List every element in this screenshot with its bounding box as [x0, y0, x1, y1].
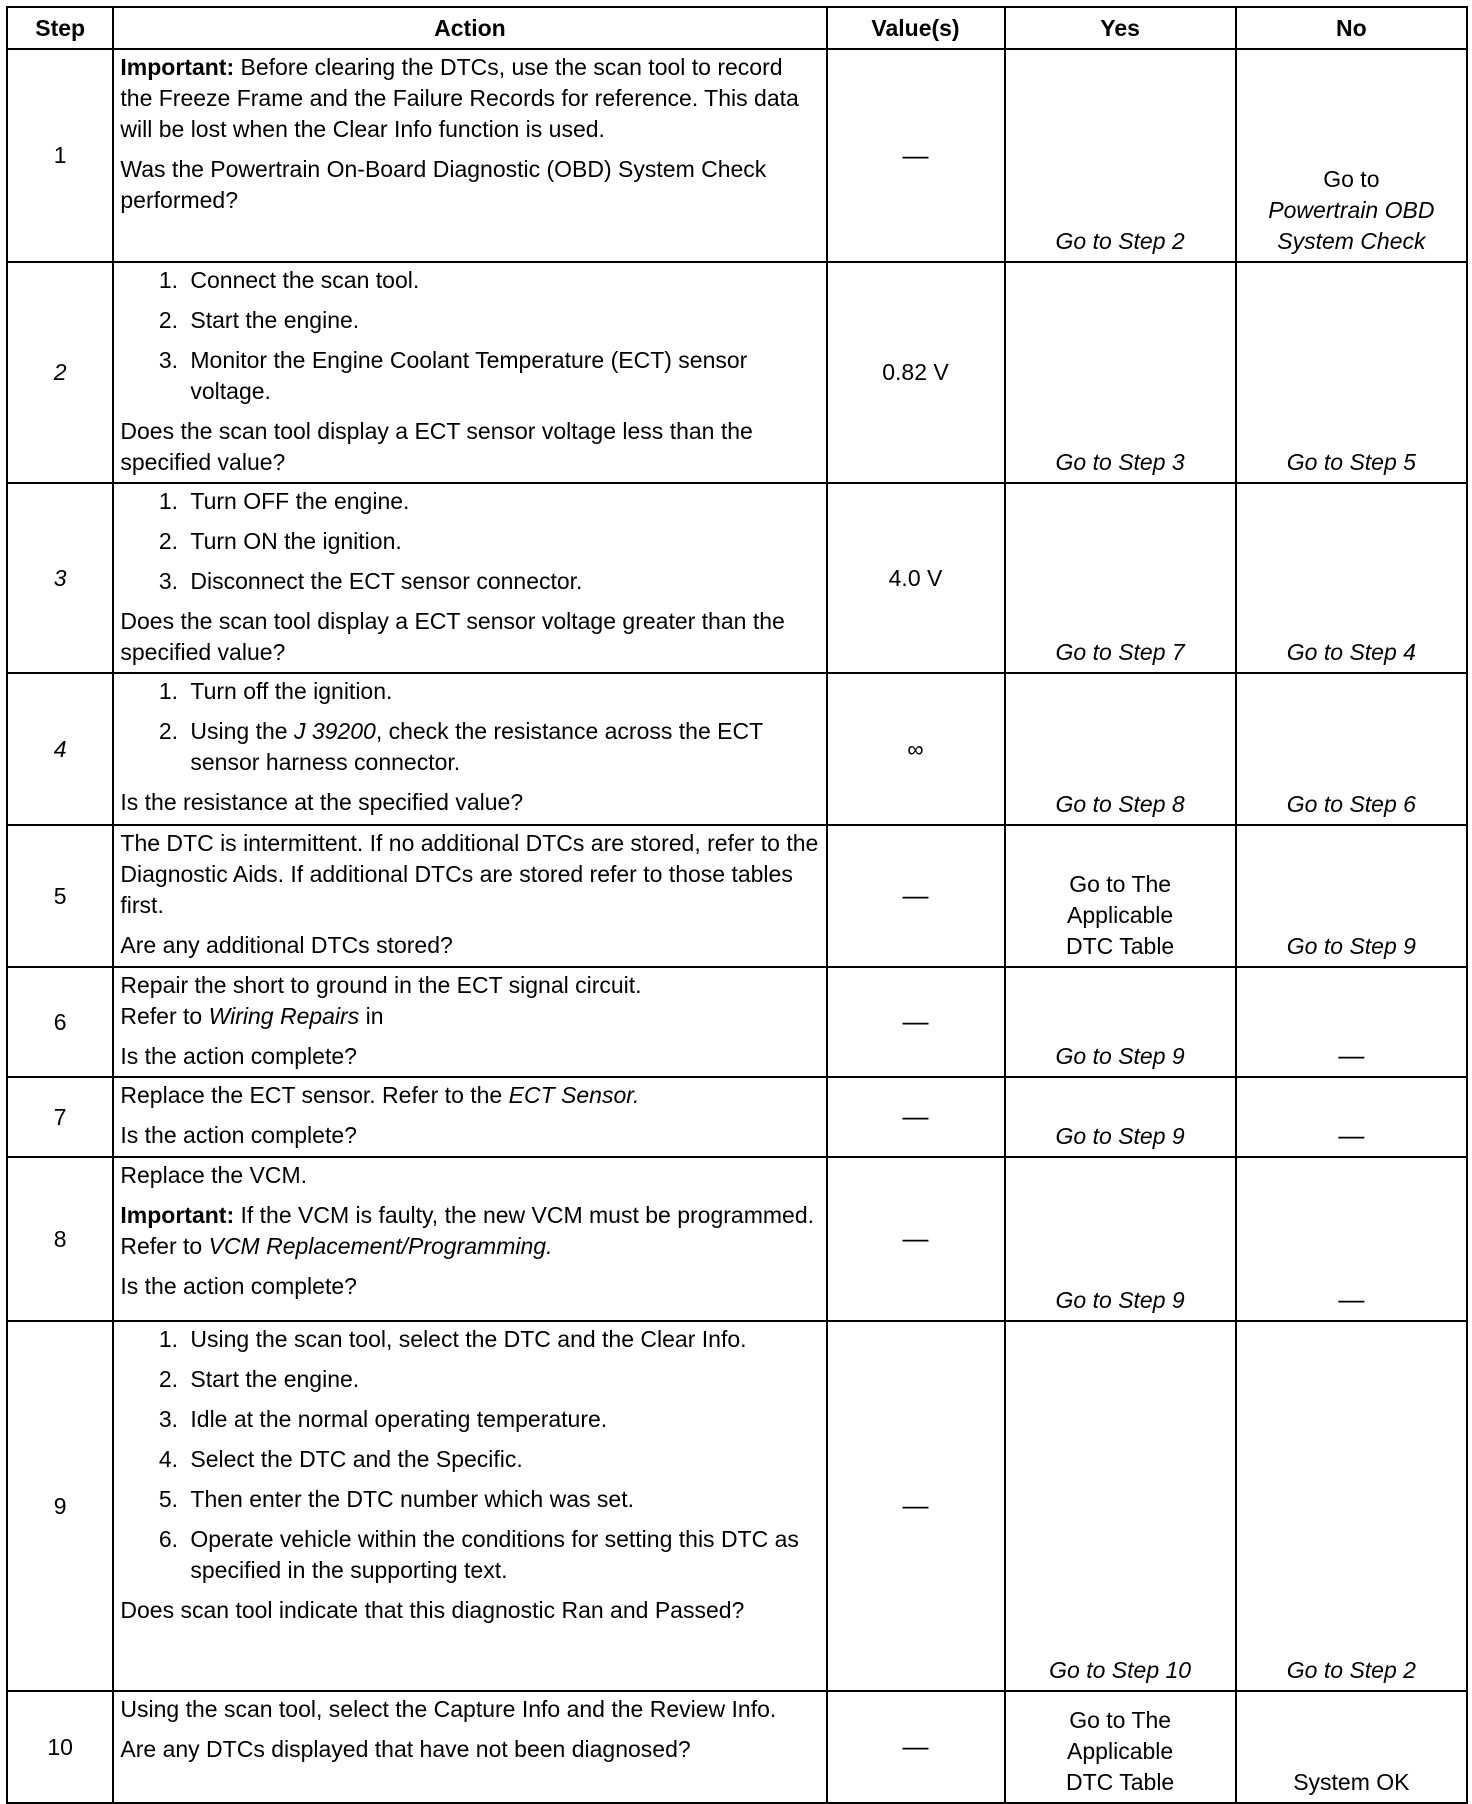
action-cell: [113, 1157, 826, 1321]
question-text: Is the action complete?: [120, 1122, 357, 1148]
value-cell: 0.82 V: [827, 262, 1005, 483]
table-row: [7, 967, 1467, 1077]
yes-cell: [1005, 1691, 1236, 1803]
no-goto-label: Go to: [1323, 166, 1380, 192]
no-cell: [1236, 1321, 1467, 1691]
list-item: 1. Turn OFF the engine.: [184, 486, 819, 517]
table-row: [7, 1157, 1467, 1321]
action-text: Replace the ECT sensor. Refer to the ECT Sensor.: [120, 1082, 640, 1108]
yes-link[interactable]: Go to Step 8: [1055, 791, 1185, 817]
important-label: Important:: [120, 1202, 235, 1228]
table-row: [7, 1321, 1467, 1691]
no-cell: —: [1236, 1077, 1467, 1157]
yes-cell: [1005, 673, 1236, 825]
list-item: 2. Using the J 39200, check the resistance across the ECT sensor harness connector.: [184, 716, 819, 778]
no-cell: [1236, 1691, 1467, 1803]
question-text: Does the scan tool display a ECT sensor voltage greater than the specified value?: [120, 608, 785, 665]
action-cell: [113, 1691, 826, 1803]
step-number: 6: [7, 967, 113, 1077]
yes-cell: [1005, 483, 1236, 673]
table-row: [7, 673, 1467, 825]
yes-link[interactable]: Go to Step 2: [1055, 228, 1185, 254]
table-row: [7, 1691, 1467, 1803]
yes-link[interactable]: Go to Step 3: [1055, 449, 1185, 475]
question-text: Is the action complete?: [120, 1273, 357, 1299]
no-result: System OK: [1293, 1769, 1410, 1795]
yes-cell: [1005, 1077, 1236, 1157]
action-steps-list: [120, 676, 819, 778]
list-item: 1. Using the scan tool, select the DTC and the Clear Info.: [184, 1324, 819, 1355]
question-text: Are any additional DTCs stored?: [120, 932, 453, 958]
no-cell: [1236, 673, 1467, 825]
action-cell: [113, 49, 826, 262]
table-row: [7, 483, 1467, 673]
value-cell: 4.0 V: [827, 483, 1005, 673]
question-text: Is the resistance at the specified value?: [120, 789, 524, 815]
action-text: Replace the VCM.: [120, 1162, 308, 1188]
action-cell: [113, 483, 826, 673]
no-cell: —: [1236, 967, 1467, 1077]
list-item: 2. Start the engine.: [184, 1364, 819, 1395]
list-item: 3. Idle at the normal operating temperature.: [184, 1404, 819, 1435]
action-text: The DTC is intermittent. If no additional DTCs are stored, refer to the Diagnostic Aids. If additional DTCs are stored refer to those tables first.: [120, 830, 819, 918]
question-text: Was the Powertrain On-Board Diagnostic (OBD) System Check performed?: [120, 156, 767, 213]
action-cell: [113, 673, 826, 825]
header-yes: Yes: [1005, 7, 1236, 49]
ect-sensor-link[interactable]: ECT Sensor.: [508, 1082, 640, 1108]
yes-link[interactable]: Go to Step 9: [1055, 1043, 1185, 1069]
question-text: Does scan tool indicate that this diagnostic Ran and Passed?: [120, 1597, 745, 1623]
no-cell: [1236, 262, 1467, 483]
step-number: 4: [7, 673, 113, 825]
yes-cell: [1005, 1157, 1236, 1321]
yes-link[interactable]: Go to Step 9: [1055, 1123, 1185, 1149]
yes-link[interactable]: Go to Step 9: [1055, 1287, 1185, 1313]
list-item: 3. Disconnect the ECT sensor connector.: [184, 566, 819, 597]
list-item: 5. Then enter the DTC number which was set.: [184, 1484, 819, 1515]
step-number: 10: [7, 1691, 113, 1803]
question-text: Are any DTCs displayed that have not been diagnosed?: [120, 1736, 691, 1762]
value-cell: —: [827, 825, 1005, 967]
question-text: Is the action complete?: [120, 1043, 357, 1069]
important-label: Important:: [120, 54, 235, 80]
yes-cell: [1005, 49, 1236, 262]
wiring-repairs-link[interactable]: Wiring Repairs: [208, 1003, 360, 1029]
list-item: 1. Connect the scan tool.: [184, 265, 819, 296]
yes-cell: [1005, 967, 1236, 1077]
important-note: Important: If the VCM is faulty, the new VCM must be programmed. Refer to VCM Replacement/Programming.: [120, 1202, 815, 1259]
header-step: Step: [7, 7, 113, 49]
value-cell: —: [827, 1321, 1005, 1691]
action-cell: [113, 1077, 826, 1157]
value-cell: —: [827, 1157, 1005, 1321]
list-item: 2. Turn ON the ignition.: [184, 526, 819, 557]
step-number: 9: [7, 1321, 113, 1691]
action-cell: [113, 825, 826, 967]
list-item: 1. Turn off the ignition.: [184, 676, 819, 707]
value-cell: —: [827, 967, 1005, 1077]
no-link[interactable]: Go to Step 4: [1286, 639, 1416, 665]
important-text: Before clearing the DTCs, use the scan tool to record the Freeze Frame and the Failure Records for reference. This data will be lost when the Clear Info function is used.: [120, 54, 799, 142]
table-row: [7, 825, 1467, 967]
no-cell: [1236, 825, 1467, 967]
yes-cell: [1005, 825, 1236, 967]
yes-link[interactable]: Go to Step 10: [1049, 1657, 1192, 1683]
important-note: [120, 52, 819, 145]
table-row: [7, 1077, 1467, 1157]
header-row: [7, 7, 1467, 49]
vcm-programming-link[interactable]: VCM Replacement/Programming.: [208, 1233, 553, 1259]
list-item: 4. Select the DTC and the Specific.: [184, 1444, 819, 1475]
no-link[interactable]: Go to Step 5: [1286, 449, 1416, 475]
no-cell: [1236, 483, 1467, 673]
step-number: 5: [7, 825, 113, 967]
action-text: Using the scan tool, select the Capture Info and the Review Info.: [120, 1696, 777, 1722]
no-link[interactable]: Powertrain OBD System Check: [1268, 197, 1435, 254]
action-steps-list: [120, 486, 819, 597]
action-steps-list: [120, 1324, 819, 1586]
no-cell: [1236, 49, 1467, 262]
diagnostic-table: [6, 6, 1468, 1804]
refer-text: Refer to Wiring Repairs in: [120, 1003, 384, 1029]
step-number: 2: [7, 262, 113, 483]
header-no: No: [1236, 7, 1467, 49]
yes-link[interactable]: Go to Step 7: [1055, 639, 1185, 665]
action-cell: [113, 1321, 826, 1691]
value-cell: —: [827, 49, 1005, 262]
header-action: Action: [113, 7, 826, 49]
list-item: 3. Monitor the Engine Coolant Temperature (ECT) sensor voltage.: [184, 345, 819, 407]
yes-link[interactable]: Go to The Applicable DTC Table: [1066, 871, 1175, 959]
no-link[interactable]: Go to Step 6: [1286, 791, 1416, 817]
no-cell: —: [1236, 1157, 1467, 1321]
header-values: Value(s): [827, 7, 1005, 49]
no-link[interactable]: Go to Step 9: [1286, 933, 1416, 959]
no-link[interactable]: Go to Step 2: [1286, 1657, 1416, 1683]
table-row: [7, 262, 1467, 483]
step-number: 7: [7, 1077, 113, 1157]
step-number: 8: [7, 1157, 113, 1321]
yes-cell: [1005, 262, 1236, 483]
yes-cell: [1005, 1321, 1236, 1691]
value-cell: —: [827, 1077, 1005, 1157]
list-item: 6. Operate vehicle within the conditions for setting this DTC as specified in the supporting text.: [184, 1524, 819, 1586]
action-text: Repair the short to ground in the ECT signal circuit.: [120, 972, 642, 998]
step-number: 1: [7, 49, 113, 262]
value-cell: —: [827, 1691, 1005, 1803]
table-row: [7, 49, 1467, 262]
action-cell: [113, 967, 826, 1077]
tool-reference: J 39200: [293, 718, 376, 744]
list-item: 2. Start the engine.: [184, 305, 819, 336]
action-steps-list: [120, 265, 819, 407]
action-cell: [113, 262, 826, 483]
diagnostic-table-page: [6, 6, 1468, 1804]
question-text: Does the scan tool display a ECT sensor voltage less than the specified value?: [120, 418, 753, 475]
step-number: 3: [7, 483, 113, 673]
yes-link[interactable]: Go to The Applicable DTC Table: [1066, 1707, 1175, 1795]
value-cell: ∞: [827, 673, 1005, 825]
